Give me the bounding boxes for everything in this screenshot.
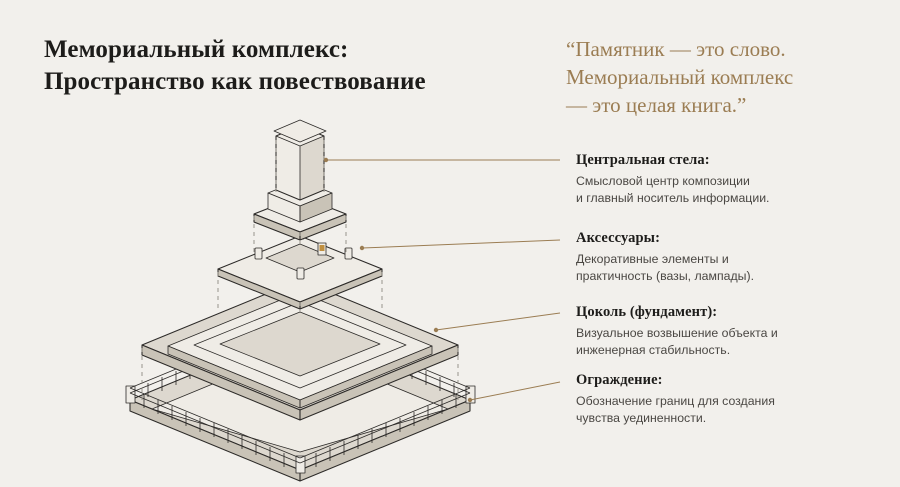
legend-item-plinth-title: Цоколь (фундамент): <box>576 304 718 320</box>
page-title-line-2: Пространство как повествование <box>44 68 426 95</box>
legend-item-accessories-desc <box>576 251 876 286</box>
part-stele <box>254 120 346 240</box>
legend-item-plinth-desc-line-2: инженерная стабильность. <box>576 343 731 358</box>
legend-item-accessories-desc-line-1: Декоративные элементы и <box>576 252 729 266</box>
leader-line-fence <box>470 382 560 400</box>
legend-item-stele-desc <box>576 173 876 208</box>
legend-item-fence-title: Ограждение: <box>576 372 663 388</box>
legend-item-stele-desc-line-1: Смысловой центр композиции <box>576 174 750 188</box>
legend-item-fence-desc <box>576 393 876 428</box>
legend-item-stele <box>576 152 876 208</box>
pull-quote-line-2: Мемориальный комплекс <box>566 64 794 89</box>
pull-quote-line-1: “Памятник — это слово. <box>566 37 786 61</box>
legend-item-plinth-desc-line-1: Визуальное возвышение объекта и <box>576 326 778 340</box>
accessory-vase-left <box>255 248 262 259</box>
legend-item-accessories <box>576 230 876 286</box>
legend-item-accessories-title: Аксессуары: <box>576 230 660 246</box>
legend-item-plinth <box>576 304 876 360</box>
legend-item-fence-desc-line-2: чувства уединенности. <box>576 411 707 426</box>
leader-line-accessories <box>362 240 560 248</box>
leader-line-plinth <box>436 313 560 330</box>
legend-item-plinth-desc <box>576 325 876 360</box>
pull-quote-line-3: — это целая книга.” <box>566 92 747 117</box>
legend-item-fence-desc-line-1: Обозначение границ для создания <box>576 394 775 408</box>
accessory-vase-front <box>297 268 304 279</box>
page-title-line-1: Мемориальный комплекс: <box>44 36 349 63</box>
legend-item-stele-desc-line-2: и главный носитель информации. <box>576 191 770 206</box>
legend-item-accessories-desc-line-2: практичность (вазы, лампады). <box>576 269 754 284</box>
accessory-lamp-icon <box>318 243 326 255</box>
legend-item-stele-title: Центральная стела: <box>576 152 710 168</box>
legend-item-fence <box>576 372 876 428</box>
